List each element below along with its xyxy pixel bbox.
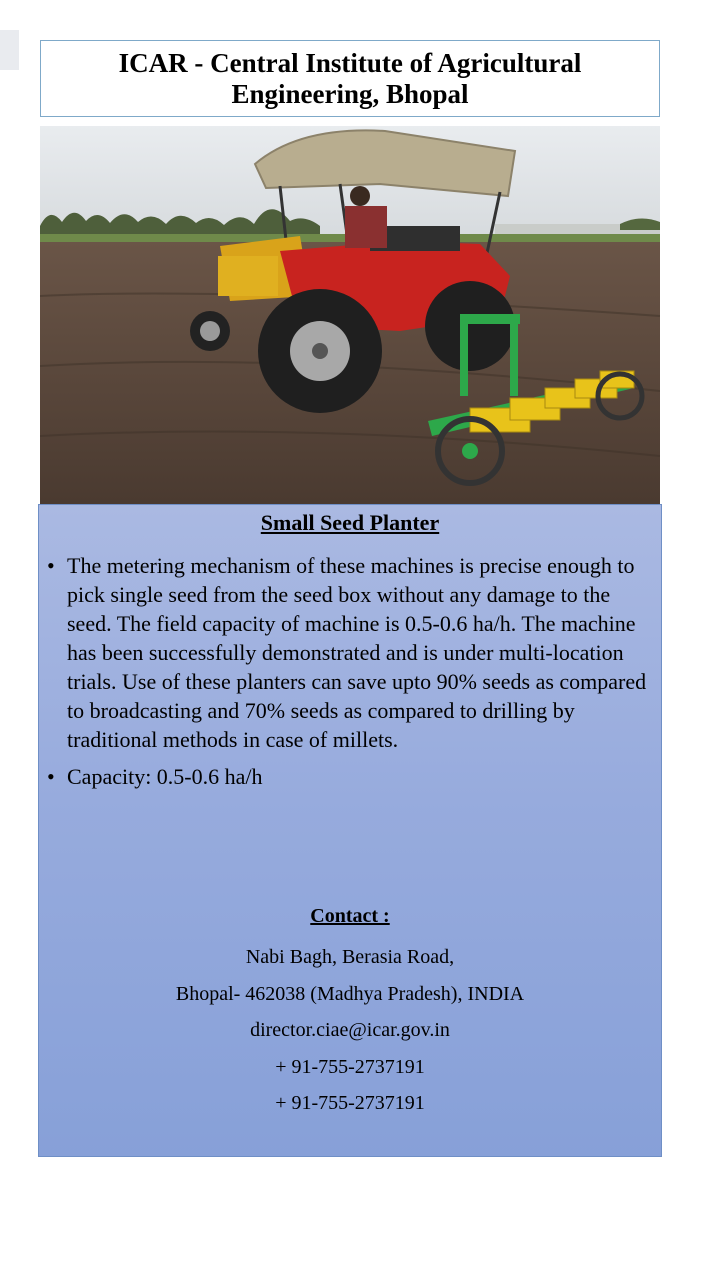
contact-phone-1: + 91-755-2737191 — [275, 1055, 425, 1078]
page-title: ICAR - Central Institute of Agricultural Engineering, Bhopal — [118, 47, 582, 109]
info-panel — [38, 504, 662, 1157]
address-line-1: Nabi Bagh, Berasia Road, — [245, 946, 455, 968]
contact-heading: Contact : — [310, 905, 390, 927]
slide-edge-tab — [0, 30, 19, 70]
list-item: • Capacity: 0.5-0.6 ha/h — [39, 762, 653, 791]
list-item: • The metering mechanism of these machines is precise enough to pick single seed from the seed box without any damage to the seed. The field capacity of machine is 0.5-0.6 ha/h. The machine has been successfully demonstrated and is under multi-location trials. Use of these planters can save upto 90% seeds as compared to broadcasting and 70% seeds as compared to drilling by traditional methods in case of millets. — [39, 551, 653, 754]
address-line-2: Bhopal- 462038 (Madhya Pradesh), INDIA — [175, 982, 525, 1005]
feature-list — [39, 551, 661, 791]
tractor-with-seed-planter-icon — [40, 126, 660, 504]
contact-email: director.ciae@icar.gov.in — [250, 1019, 450, 1041]
contact-phone-2: + 91-755-2737191 — [275, 1092, 425, 1114]
contact-block — [39, 903, 661, 1122]
machine-name: Small Seed Planter — [260, 510, 440, 535]
title-box — [40, 40, 660, 117]
